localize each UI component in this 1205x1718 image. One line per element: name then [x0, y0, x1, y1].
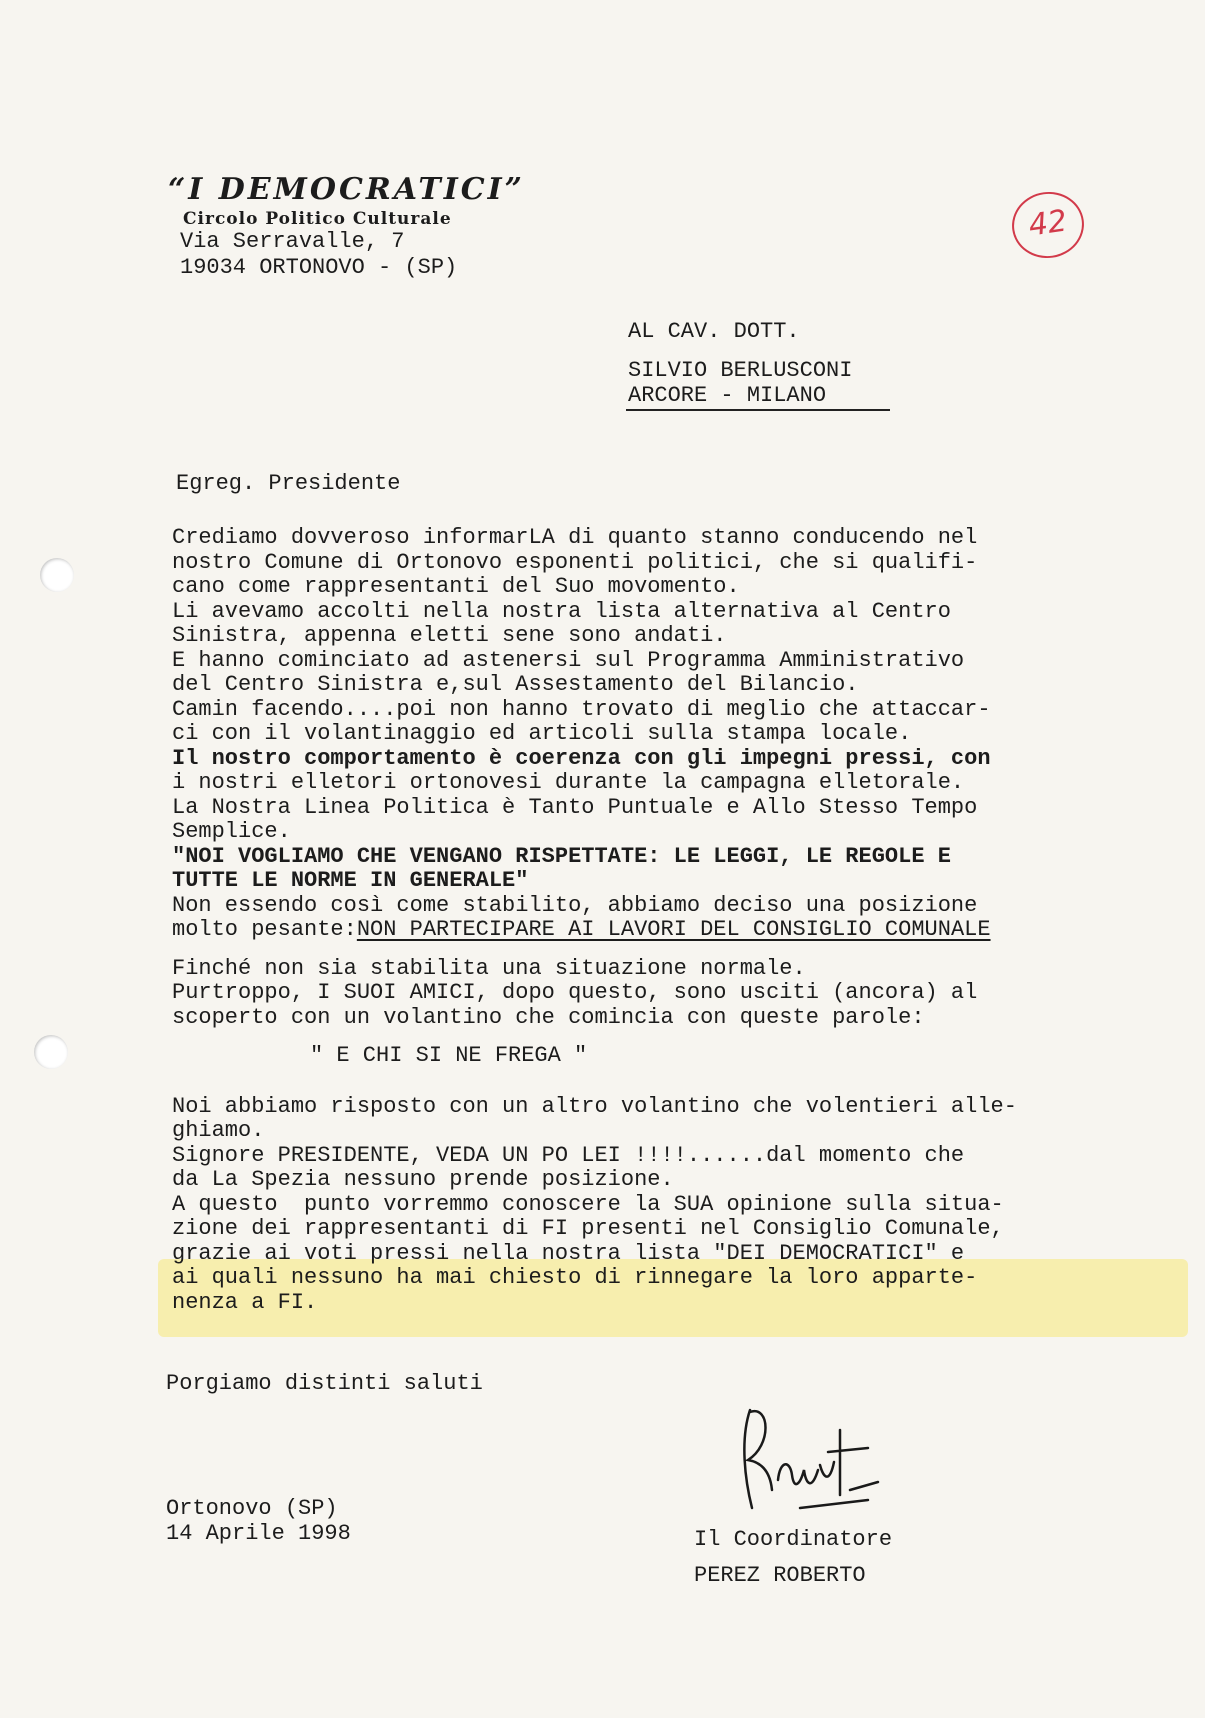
body-line-part: molto pesante:	[172, 917, 357, 942]
letter-date: 14 Aprile 1998	[166, 1521, 351, 1546]
signer-role: Il Coordinatore	[694, 1527, 893, 1552]
body-line: Noi abbiamo risposto con un altro volantino che volentieri alle-	[172, 1093, 1017, 1119]
body-line: Il nostro comportamento è coerenza con gli impegni pressi, con	[172, 745, 991, 771]
body-line: Non essendo così come stabilito, abbiamo deciso una posizione	[172, 892, 978, 918]
letterhead-city: 19034 ORTONOVO - (SP)	[180, 255, 458, 280]
page-number-stamp: 42	[1008, 187, 1088, 262]
body-line: scoperto con un volantino che comincia con queste parole:	[172, 1004, 925, 1030]
body-line: ci con il volantinaggio ed articoli sulla stampa locale.	[172, 721, 912, 746]
body-line: Semplice.	[172, 819, 291, 844]
body-line: da La Spezia nessuno prende posizione.	[172, 1167, 674, 1192]
body-line: zione dei rappresentanti di FI presenti nel Consiglio Comunale,	[172, 1216, 1004, 1241]
recipient-line-3: ARCORE - MILANO	[628, 383, 827, 408]
letter-body	[172, 526, 1172, 1315]
body-line: ghiamo.	[172, 1118, 265, 1143]
letterhead-street: Via Serravalle, 7	[180, 229, 405, 254]
body-line: A questo punto vorremmo conoscere la SUA opinione sulla situa-	[172, 1191, 1004, 1217]
body-line: "NOI VOGLIAMO CHE VENGANO RISPETTATE: LE LEGGI, LE REGOLE E	[172, 843, 951, 869]
recipient-underline	[626, 409, 890, 411]
body-line: grazie ai voti pressi nella nostra lista "DEI DEMOCRATICI" e	[172, 1240, 965, 1266]
body-line: Li avevamo accolti nella nostra lista alternativa al Centro	[172, 598, 951, 624]
body-line: cano come rappresentanti del Suo movomento.	[172, 574, 740, 599]
punch-hole	[40, 558, 74, 592]
body-line	[172, 918, 1172, 943]
boycott-statement: NON PARTECIPARE AI LAVORI DEL CONSIGLIO COMUNALE	[356, 917, 991, 942]
body-line: ai quali nessuno ha mai chiesto di rinnegare la loro apparte-	[172, 1265, 978, 1290]
body-line: Camin facendo....poi non hanno trovato di meglio che attaccar-	[172, 696, 991, 722]
body-line: Crediamo dovveroso informarLA di quanto stanno conducendo nel	[172, 525, 978, 550]
salutation: Egreg. Presidente	[176, 471, 401, 496]
closing: Porgiamo distinti saluti	[166, 1371, 483, 1396]
recipient-line-1: AL CAV. DOTT.	[628, 319, 800, 344]
body-line: Finché non sia stabilita una situazione normale.	[172, 955, 806, 981]
recipient-line-2: SILVIO BERLUSCONI	[628, 358, 853, 383]
body-line: Signore PRESIDENTE, VEDA UN PO LEI !!!!......dal momento che	[172, 1142, 965, 1168]
body-line: nostro Comune di Ortonovo esponenti politici, che si qualifi-	[172, 549, 978, 575]
letterhead-subtitle: Circolo Politico Culturale	[183, 209, 452, 229]
punch-hole	[34, 1035, 68, 1069]
body-line: La Nostra Linea Politica è Tanto Puntuale e Allo Stesso Tempo	[172, 794, 978, 820]
body-line: Sinistra, appenna eletti sene sono andati.	[172, 623, 727, 648]
body-line: E hanno cominciato ad astenersi sul Programma Amministrativo	[172, 647, 965, 673]
body-line: i nostri elletori ortonovesi durante la campagna elletorale.	[172, 770, 965, 795]
body-line: Purtroppo, I SUOI AMICI, dopo questo, sono usciti (ancora) al	[172, 980, 978, 1005]
letter-place: Ortonovo (SP)	[166, 1496, 338, 1521]
signer-name: PEREZ ROBERTO	[694, 1563, 866, 1588]
body-line: TUTTE LE NORME IN GENERALE"	[172, 868, 529, 893]
letterhead-name: “I DEMOCRATICI”	[168, 172, 525, 207]
body-line: del Centro Sinistra e,sul Assestamento del Bilancio.	[172, 672, 859, 697]
quoted-flyer-text: " E CHI SI NE FREGA "	[310, 1043, 588, 1068]
signature-icon	[700, 1390, 900, 1520]
body-line: nenza a FI.	[172, 1289, 318, 1315]
